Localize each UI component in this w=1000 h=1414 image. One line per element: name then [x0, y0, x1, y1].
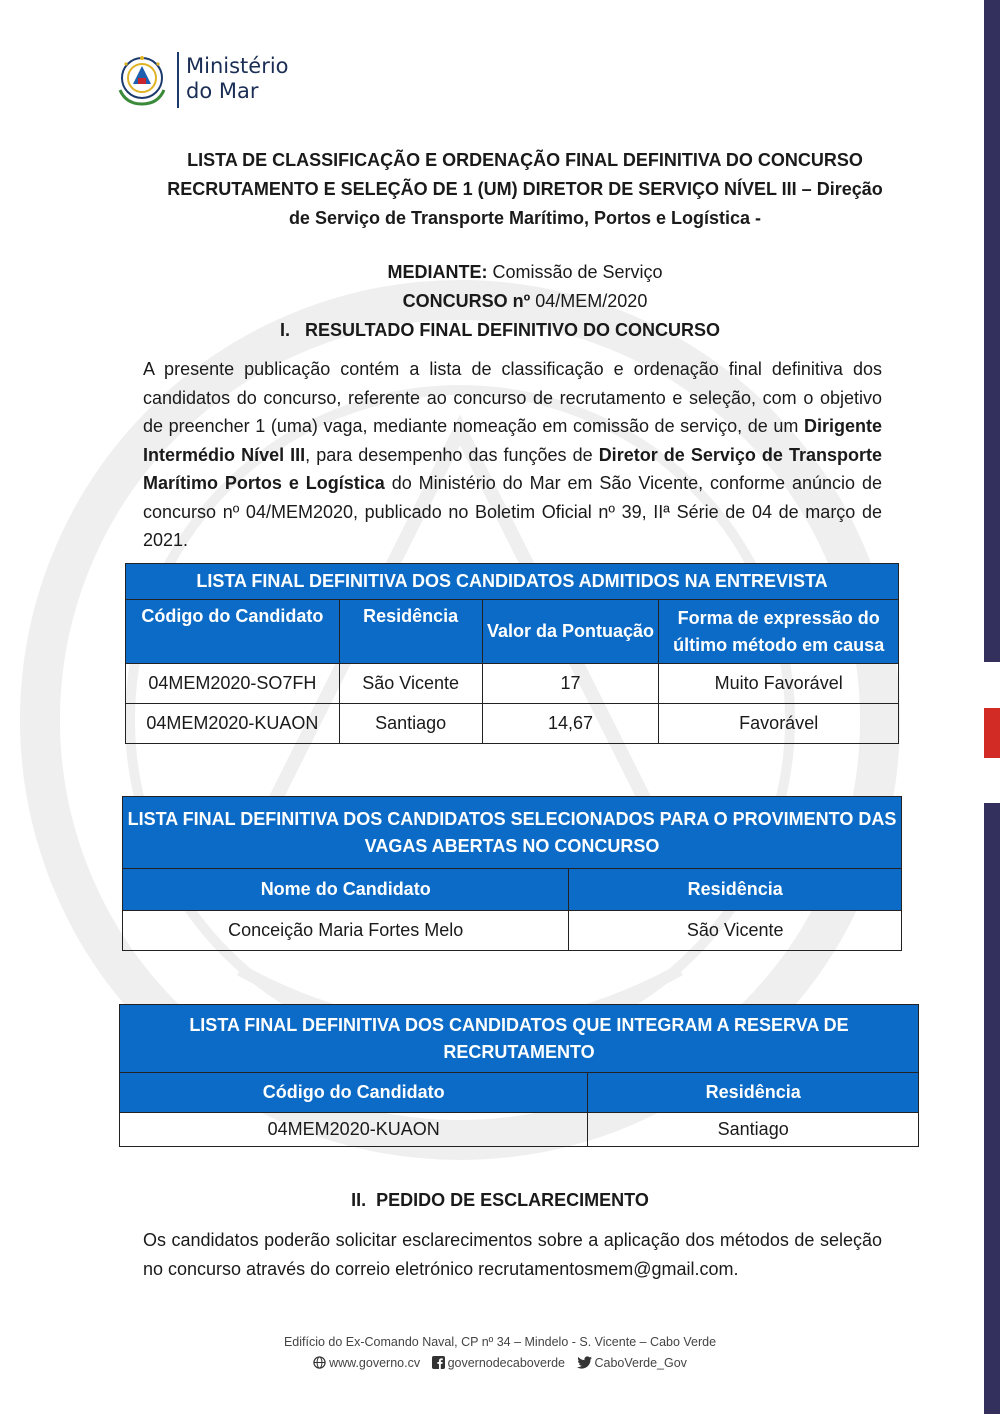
facebook-icon [432, 1356, 445, 1369]
footer-twitter-link[interactable]: CaboVerde_Gov [594, 1356, 687, 1370]
table1-cell: 04MEM2020-KUAON [126, 704, 340, 744]
section1-heading [0, 320, 1000, 341]
globe-icon [313, 1356, 326, 1369]
intro-text1: A presente publicação contém a lista de classificação e ordenação final definitiva dos candidatos do concurso, referente ao concurso de recrutamento e seleção, com o objetivo de preencher 1 (uma) vaga, mediante nomeação em comissão de serviço, de um [143, 359, 882, 436]
table-row [123, 911, 902, 951]
table2-header-name: Nome do Candidato [123, 869, 569, 911]
side-bar-navy-bottom [984, 803, 1000, 1414]
table2-header-residence: Residência [569, 869, 902, 911]
closing-paragraph: Os candidatos poderão solicitar esclarecimentos sobre a aplicação dos métodos de seleção no concurso através do correio eletrónico recrutamentosmem@gmail.com. [143, 1230, 882, 1279]
footer-website-link[interactable]: www.governo.cv [329, 1356, 421, 1370]
section1-number: I. [279, 320, 290, 340]
table3-header-code: Código do Candidato [120, 1073, 588, 1113]
mediante-value: Comissão de Serviço [492, 262, 663, 282]
title-line1: LISTA DE CLASSIFICAÇÃO E ORDENAÇÃO FINAL DEFINITIVA DO CONCURSO [187, 150, 863, 170]
logo-divider [177, 52, 179, 108]
concurso-value: 04/MEM/2020 [535, 291, 648, 311]
concurso-label: CONCURSO nº [402, 291, 531, 311]
table2-cell: Conceição Maria Fortes Melo [123, 911, 569, 951]
table3-header-residence: Residência [588, 1073, 919, 1113]
table1-cell: 17 [482, 664, 659, 704]
section2-heading [0, 1190, 1000, 1211]
table1-cell: 04MEM2020-SO7FH [126, 664, 340, 704]
ministry-seal-icon [112, 50, 172, 110]
ministry-name-line2: do Mar [186, 79, 259, 103]
table1-header-expression: Forma de expressão do último método em causa [659, 600, 899, 664]
table3-cell: Santiago [588, 1113, 919, 1147]
side-bar-red [984, 708, 1000, 758]
section1-title: RESULTADO FINAL DEFINITIVO DO CONCURSO [305, 320, 721, 340]
table3-cell: 04MEM2020-KUAON [120, 1113, 588, 1147]
footer-links [0, 1356, 1000, 1370]
mediante-label: MEDIANTE: [387, 262, 488, 282]
selected-candidates-table [122, 796, 902, 951]
ministry-name-line1: Ministério [186, 54, 289, 78]
ministry-name [186, 54, 289, 104]
footer-address: Edifício do Ex-Comando Naval, CP nº 34 – Mindelo - S. Vicente – Cabo Verde [283, 1335, 717, 1349]
table1-header-score: Valor da Pontuação [482, 600, 659, 664]
table1-cell: São Vicente [339, 664, 482, 704]
twitter-icon [577, 1356, 592, 1369]
intro-text2: , para desempenho das funções de [305, 444, 599, 465]
table1-header-code: Código do Candidato [126, 600, 340, 664]
section2-title: PEDIDO DE ESCLARECIMENTO [376, 1190, 649, 1210]
intro-text3: do Ministério do Mar em São Vicente, conforme anúncio de concurso nº 04/MEM2020, publicado no Boletim Oficial nº 39, IIª Série de 04 de março de 2021. [143, 473, 882, 550]
table2-title: LISTA FINAL DEFINITIVA DOS CANDIDATOS SELECIONADOS PARA O PROVIMENTO DAS VAGAS ABERTAS NO CONCURSO [123, 797, 902, 869]
admitted-candidates-table [125, 563, 899, 744]
table-row [126, 704, 899, 744]
table1-title: LISTA FINAL DEFINITIVA DOS CANDIDATOS ADMITIDOS NA ENTREVISTA [126, 564, 899, 600]
table-row [126, 664, 899, 704]
intro-bold1: Dirigente Intermédio Nível III [143, 416, 882, 465]
footer-facebook-link[interactable]: governodecaboverde [447, 1356, 566, 1370]
table1-cell: Santiago [339, 704, 482, 744]
table3-title: LISTA FINAL DEFINITIVA DOS CANDIDATOS QUE INTEGRAM A RESERVA DE RECRUTAMENTO [120, 1005, 919, 1073]
table2-cell: São Vicente [569, 911, 902, 951]
document-title [150, 146, 900, 233]
reserve-candidates-table [119, 1004, 919, 1147]
title-line2: RECRUTAMENTO E SELEÇÃO DE 1 (UM) DIRETOR DE SERVIÇO NÍVEL III – Direção [167, 179, 883, 199]
section2-number: II. [351, 1190, 367, 1210]
title-line3: de Serviço de Transporte Marítimo, Portos e Logística - [288, 208, 762, 228]
intro-bold2: Diretor de Serviço de Transporte Marítimo Portos e Logística [143, 444, 882, 493]
table1-cell: Favorável [659, 704, 899, 744]
table1-header-residence: Residência [339, 600, 482, 664]
mediante-line [150, 262, 900, 283]
intro-paragraph [143, 355, 882, 555]
table1-cell: Muito Favorável [659, 664, 899, 704]
table1-cell: 14,67 [482, 704, 659, 744]
concurso-line [150, 291, 900, 312]
table-row [120, 1113, 919, 1147]
